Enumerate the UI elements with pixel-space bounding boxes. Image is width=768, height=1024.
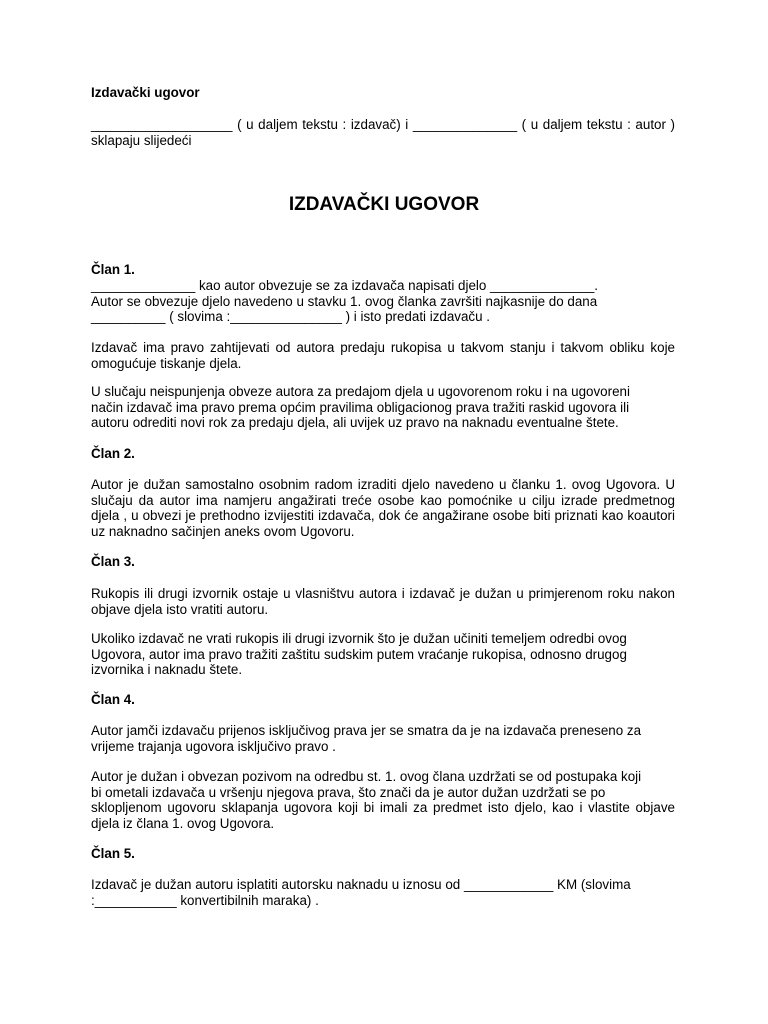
clan-1-line-2: Autor se obvezuje djelo navedeno u stavku 1. ovog članka završiti najkasnije do dana <box>91 293 598 309</box>
clan-1-line-3: __________ ( slovima :_______________ ) i isto predati izdavaču . <box>91 309 491 324</box>
clan-1-paragraph-2: Izdavač ima pravo zahtijevati od autora predaju rukopisa u takvom stanju i takvom obliku koje omogućuje tiskanje djela. <box>91 340 675 371</box>
clan-3-p2-line-1: Ukoliko izdavač ne vrati rukopis ili drugi izvornik što je dužan učiniti temeljem odredbi ovog <box>91 631 627 646</box>
clan-3-paragraph-1: Rukopis ili drugi izvornik ostaje u vlasništvu autora i izdavač je dužan u primjerenom roku nakon objave djela isto vratiti autoru. <box>91 586 675 617</box>
clan-4-p2-line-1: Autor je dužan i obvezan pozivom na odredbu st. 1. ovog člana uzdržati se od postupaka koji <box>91 769 642 784</box>
clan-5-paragraph-1 <box>91 877 675 908</box>
clan-4-paragraph-1 <box>91 723 675 754</box>
clan-2-paragraph-1: Autor je dužan samostalno osobnim radom izraditi djelo navedeno u članku 1. ovog Ugovora. U slučaju da autor ima namjeru angažirati treće osobe kao pomoćnike u cilju izrade predmetnog djela , u obvezi je prethodno izvijestiti izdavača, dok će angažirane osobe biti priznati kao koautori uz naknadno sačinjen aneks ovom Ugovoru. <box>91 477 675 539</box>
clan-4-p2-line-2: bi ometali izdavača u vršenju njegova prava, što znači da je autor dužan uzdržati se po <box>91 784 606 800</box>
clan-5-p1-line-2: :___________ konvertibilnih maraka) . <box>91 892 319 908</box>
clan-1-line-1: ______________ kao autor obvezuje se za izdavača napisati djelo ______________. <box>91 278 599 293</box>
clan-3-paragraph-2 <box>91 631 675 678</box>
clan-5-heading: Član 5. <box>91 846 135 861</box>
clan-4-p2-rest: sklopljenom ugovoru sklapanja ugovora koji bi imali za predmet isto djelo, kao i vlastite objave djela iz člana 1. ovog Ugovora. <box>91 800 675 831</box>
clan-3-p2-line-2: Ugovora, autor ima pravo tražiti zaštitu sudskim putem vraćanje rukopisa, odnosno drugog <box>91 646 627 662</box>
clan-3-heading: Član 3. <box>91 554 135 569</box>
clan-4-heading: Član 4. <box>91 692 135 707</box>
clan-1-p3-line-1: U slučaju neispunjenja obveze autora za predajom djela u ugovorenom roku i na ugovoreni <box>91 384 630 399</box>
header-title: Izdavački ugovor <box>91 85 200 100</box>
clan-1-p3-line-3: autoru odrediti novi rok za predaju djela, ali uvijek uz pravo na naknadu eventualne štete. <box>91 415 619 430</box>
clan-5-p1-line-1: Izdavač je dužan autoru isplatiti autorsku naknadu u iznosu od ____________ KM (slovima <box>91 877 631 892</box>
clan-3-p2-line-3: izvornika i naknadu štete. <box>91 662 243 677</box>
intro-paragraph: ___________________ ( u daljem tekstu : izdavač) i ______________ ( u daljem tekstu : autor ) sklapaju slijedeći <box>91 117 675 148</box>
clan-4-p1-line-1: Autor jamči izdavaču prijenos isključivog prava jer se smatra da je na izdavača preneseno za <box>91 723 642 738</box>
clan-1-heading: Član 1. <box>91 262 135 277</box>
clan-4-p1-line-2: vrijeme trajanja ugovora isključivo pravo . <box>91 738 336 754</box>
clan-1-paragraph-3 <box>91 384 675 431</box>
clan-2-heading: Član 2. <box>91 446 135 461</box>
main-title: IZDAVAČKI UGOVOR <box>288 194 480 215</box>
clan-4-paragraph-2 <box>91 769 675 831</box>
clan-1-p3-line-2: način izdavač ima pravo prema općim pravilima obligacionog prava tražiti raskid ugovora ili <box>91 399 630 415</box>
clan-1-paragraph-1 <box>91 278 675 325</box>
